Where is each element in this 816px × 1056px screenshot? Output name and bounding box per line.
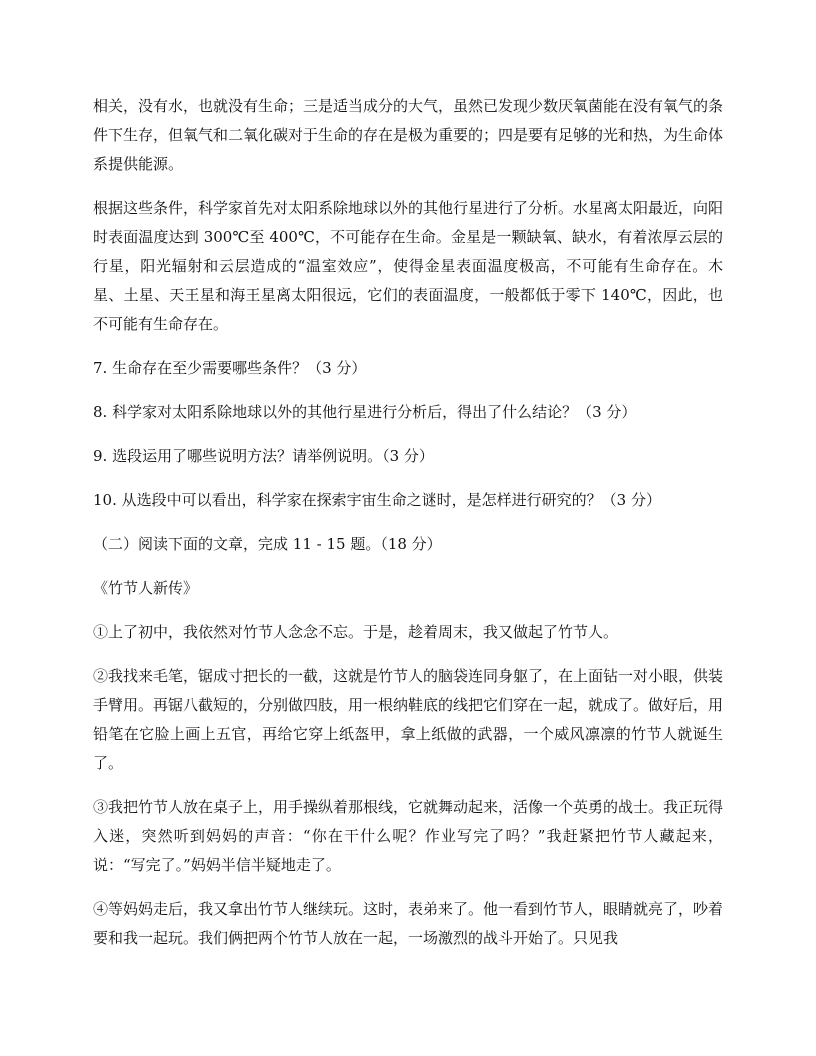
question-10: 10. 从选段中可以看出，科学家在探索宇宙生命之谜时，是怎样进行研究的？（3 分） — [93, 491, 661, 509]
question-8: 8. 科学家对太阳系除地球以外的其他行星进行分析后，得出了什么结论？（3 分） — [93, 403, 637, 421]
document-page — [93, 92, 723, 968]
section-two-heading: （二）阅读下面的文章，完成 11 - 15 题。（18 分） — [93, 535, 442, 553]
article-paragraph-2: ②我找来毛笔，锯成寸把长的一截，这就是竹节人的脑袋连同身躯了，在上面钻一对小眼，供装手臂用。再锯八截短的，分别做四肢，用一根纳鞋底的线把它们穿在一起，就成了。做好后，用铅笔在它脸上画上五官，再给它穿上纸盔甲，拿上纸做的武器，一个威风凛凛的竹节人就诞生了。 — [93, 667, 724, 772]
question-9: 9. 选段运用了哪些说明方法？请举例说明。（3 分） — [93, 447, 434, 465]
article-paragraph-1: ①上了初中，我依然对竹节人念念不忘。于是，趁着周末，我又做起了竹节人。 — [93, 623, 619, 641]
article-paragraph-3: ③我把竹节人放在桌子上，用手操纵着那根线，它就舞动起来，活像一个英勇的战士。我正玩得入迷，突然听到妈妈的声音：“你在干什么呢？作业写完了吗？”我赶紧把竹节人藏起来，说：“写完了。”妈妈半信半疑地走了。 — [93, 798, 724, 874]
passage-paragraph-planets: 根据这些条件，科学家首先对太阳系除地球以外的其他行星进行了分析。水星离太阳最近，向阳时表面温度达到 300℃至 400℃，不可能存在生命。金星是一颗缺氧、缺水，有着浓厚云层的行星，阳光辐射和云层造成的“温室效应”，使得金星表面温度极高，不可能有生命存在。木星、土星、天王星和海王星离太阳很远，它们的表面温度，一般都低于零下 140℃，因此，也不可能有生命存在。 — [93, 199, 724, 333]
article-title: 《竹节人新传》 — [93, 579, 199, 597]
article-paragraph-4: ④等妈妈走后，我又拿出竹节人继续玩。这时，表弟来了。他一看到竹节人，眼睛就亮了，吵着要和我一起玩。我们俩把两个竹节人放在一起，一场激烈的战斗开始了。只见我 — [93, 900, 724, 947]
passage-paragraph-conditions: 相关，没有水，也就没有生命；三是适当成分的大气，虽然已发现少数厌氧菌能在没有氧气的条件下生存，但氧气和二氧化碳对于生命的存在是极为重要的；四是要有足够的光和热，为生命体系提供能源。 — [93, 97, 724, 173]
question-7: 7. 生命存在至少需要哪些条件？（3 分） — [93, 359, 367, 377]
